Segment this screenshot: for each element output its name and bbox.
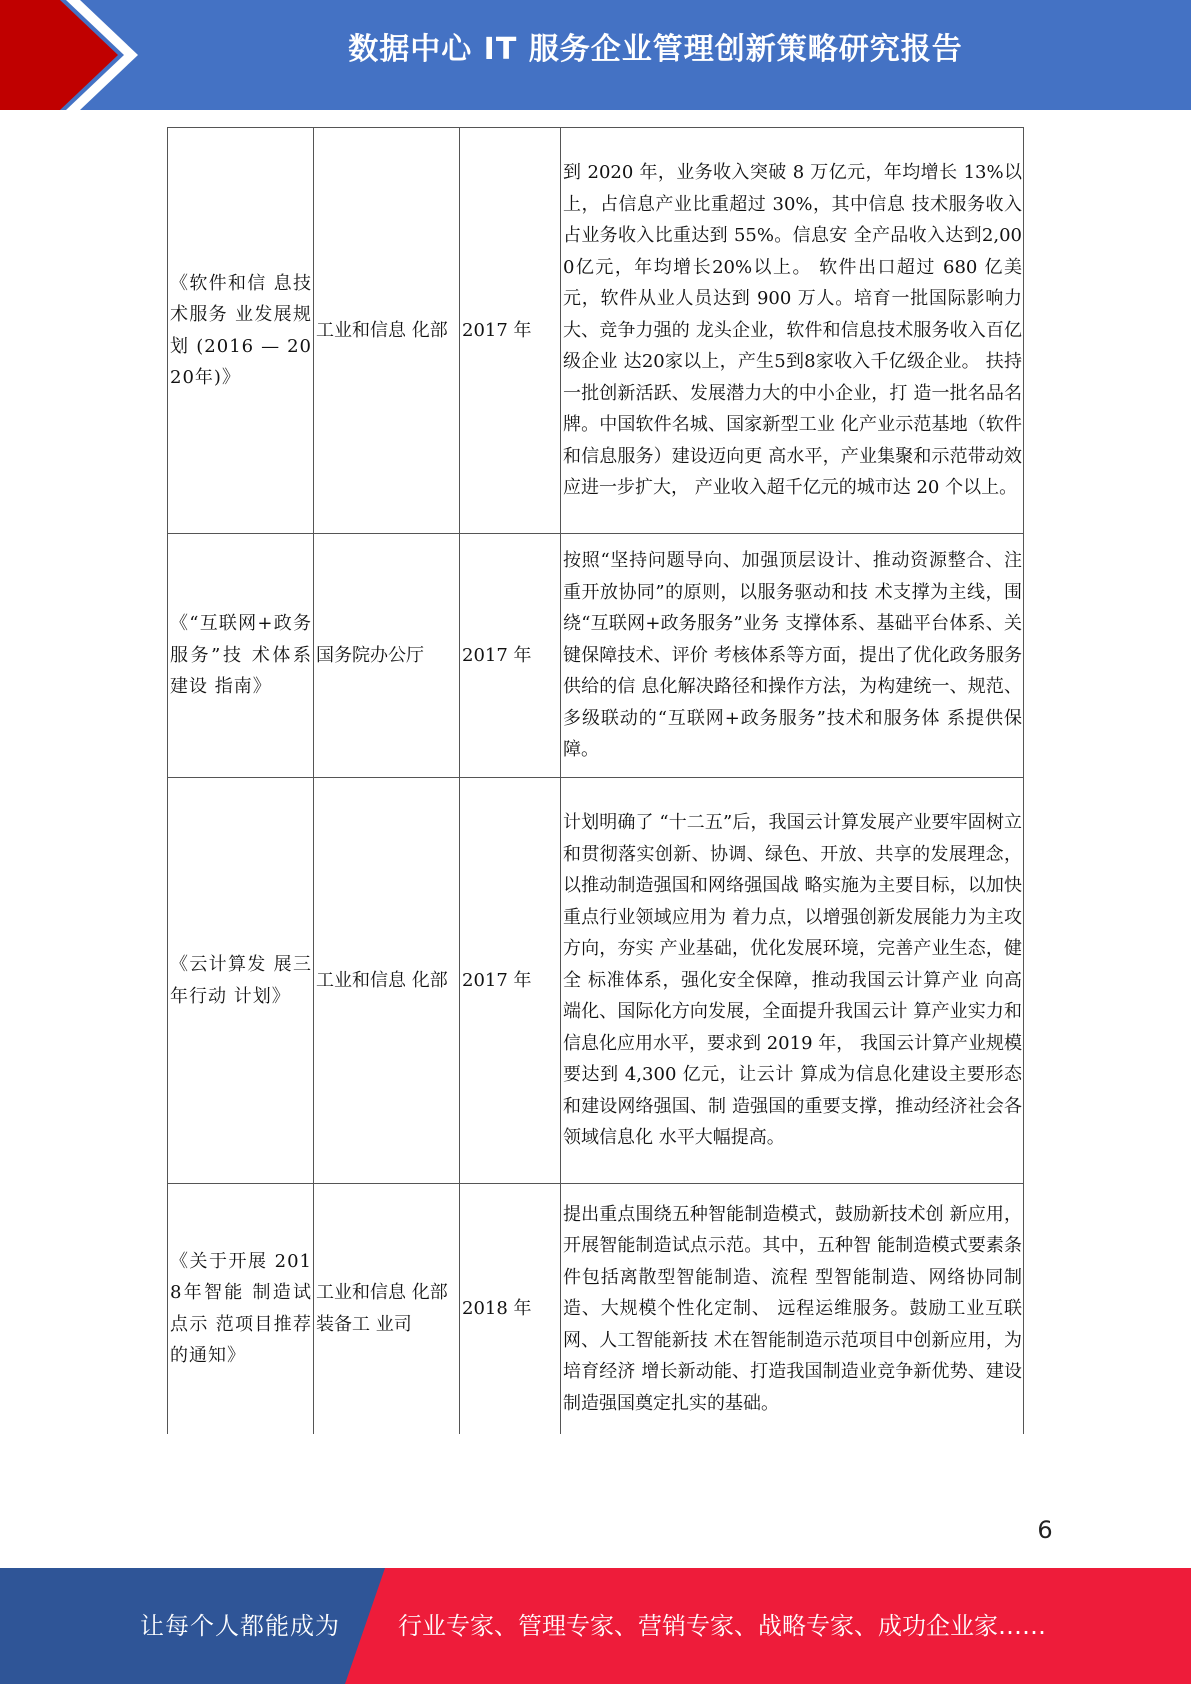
- policy-name-cell: 《关于开展 2018年智能 制造试点示 范项目推荐 的通知》: [168, 1184, 314, 1434]
- issuing-department-cell: 工业和信息 化部: [314, 778, 460, 1184]
- policy-name-cell: 《软件和信 息技术服务 业发展规划 (2016 — 2020年)》: [168, 128, 314, 534]
- page-footer: [0, 1568, 1191, 1684]
- year-cell: 2018 年: [460, 1184, 561, 1434]
- year-cell: 2017 年: [460, 534, 561, 778]
- footer-slogan-right: 行业专家、管理专家、营销专家、战略专家、成功企业家……: [398, 1612, 1046, 1640]
- table-row: [168, 778, 1024, 1184]
- page-header: [0, 0, 1191, 110]
- issuing-department-cell: 国务院办公厅: [314, 534, 460, 778]
- year-cell: 2017 年: [460, 128, 561, 534]
- header-chevron-icon: [0, 0, 160, 110]
- policy-content-cell: 提出重点围绕五种智能制造模式，鼓励新技术创 新应用，开展智能制造试点示范。其中，五种智 能制造模式要素条件包括离散型智能制造、流程 型智能制造、网络协同制造、大规模个性化定制、 远程运维服务。鼓励工业互联网、人工智能新技 术在智能制造示范项目中创新应用，为培育经济 增长新动能、打造我国制造业竞争新优势、建设 制造强国奠定扎实的基础。: [561, 1184, 1024, 1434]
- issuing-department-cell: 工业和信息 化部: [314, 128, 460, 534]
- table-row: [168, 534, 1024, 778]
- policy-content-cell: 计划明确了 “十二五”后，我国云计算发展产业要牢固树立和贯彻落实创新、协调、绿色、开放、共享的发展理念，以推动制造强国和网络强国战 略实施为主要目标，以加快重点行业领域应用为 着力点，以增强创新发展能力为主攻方向，夯实 产业基础，优化发展环境，完善产业生态，健全 标准体系，强化安全保障，推动我国云计算产业 向高端化、国际化方向发展，全面提升我国云计 算产业实力和信息化应用水平，要求到 2019 年， 我国云计算产业规模要达到 4,300 亿元，让云计 算成为信息化建设主要形态和建设网络强国、制 造强国的重要支撑，推动经济社会各领域信息化 水平大幅提高。: [561, 778, 1024, 1184]
- footer-slogan-left: 让每个人都能成为: [140, 1612, 340, 1640]
- year-cell: 2017 年: [460, 778, 561, 1184]
- issuing-department-cell: 工业和信息 化部装备工 业司: [314, 1184, 460, 1434]
- policy-name-cell: 《“互联网+政务服务”技 术体系建设 指南》: [168, 534, 314, 778]
- policy-content-cell: 到 2020 年，业务收入突破 8 万亿元，年均增长 13%以上，占信息产业比重超过 30%，其中信息 技术服务收入占业务收入比重达到 55%。信息安 全产品收入达到2,000亿元，年均增长20%以上。 软件出口超过 680 亿美元，软件从业人员达到 900 万人。培育一批国际影响力大、竞争力强的 龙头企业，软件和信息技术服务收入百亿级企业 达20家以上，产生5到8家收入千亿级企业。 扶持一批创新活跃、发展潜力大的中小企业，打 造一批名品名牌。中国软件名城、国家新型工业 化产业示范基地（软件和信息服务）建设迈向更 高水平，产业集聚和示范带动效应进一步扩大， 产业收入超千亿元的城市达 20 个以上。: [561, 128, 1024, 534]
- table-row: [168, 128, 1024, 534]
- policy-table: [167, 127, 1024, 1434]
- page-number: 6: [1037, 1516, 1053, 1544]
- policy-content-cell: 按照“坚持问题导向、加强顶层设计、推动资源整合、注重开放协同”的原则，以服务驱动和技 术支撑为主线，围绕“互联网+政务服务”业务 支撑体系、基础平台体系、关键保障技术、评价 考核体系等方面，提出了优化政务服务供给的信 息化解决路径和操作方法，为构建统一、规范、 多级联动的“互联网+政务服务”技术和服务体 系提供保障。: [561, 534, 1024, 778]
- policy-table-wrapper: [167, 127, 1023, 1435]
- table-row: [168, 1184, 1024, 1434]
- policy-name-cell: 《云计算发 展三年行动 计划》: [168, 778, 314, 1184]
- report-title: 数据中心 IT 服务企业管理创新策略研究报告: [348, 32, 963, 67]
